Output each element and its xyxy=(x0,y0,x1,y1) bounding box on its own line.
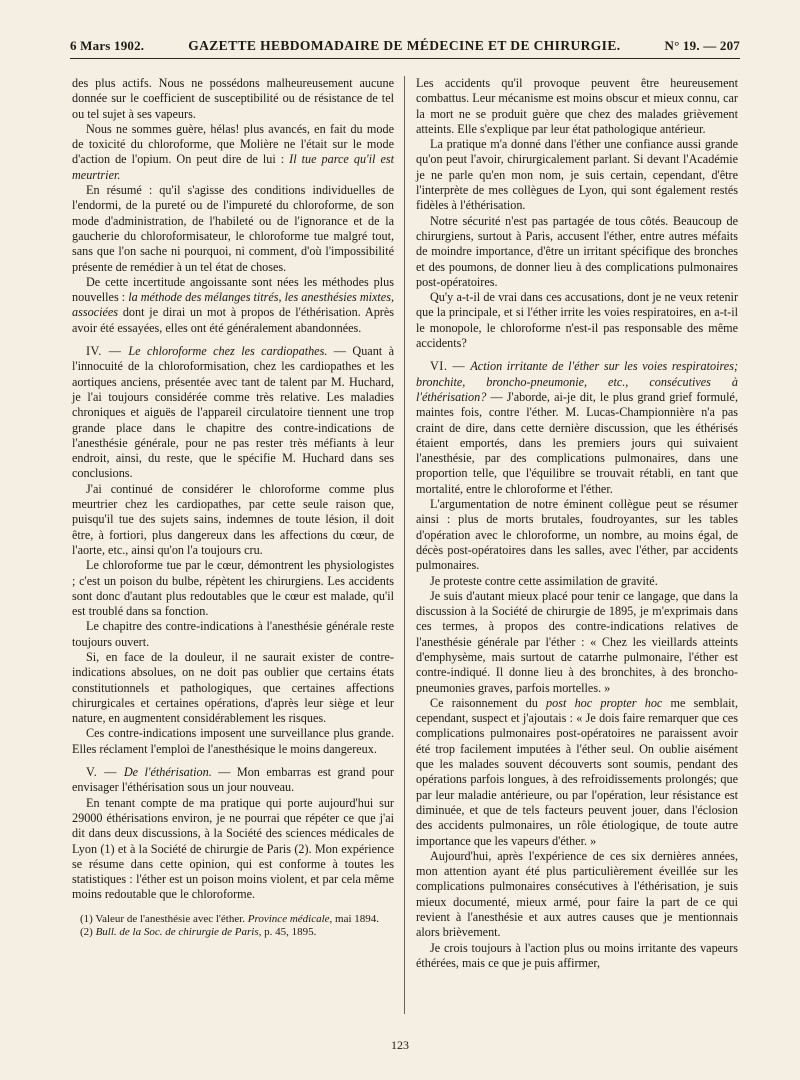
header-issue-number: N° 19. — 207 xyxy=(664,38,740,53)
section-iv: IV. — Le chloroforme chez les cardiopathes. — Quant à l'innocuité de la chloroformisation, chez les cardiopathes et les aortiques anciens, présentée avec tant de talent par M. Huchard, je l'ai toujours considérée comme très relative. Les maladies chroniques et aiguës de l'appareil circulatoire tiennent une trop grande place dans le chapitre des contre-indications de l'anesthésie générale, pour ne pas rester très méfiants à leur endroit, ainsi, du reste, que le spécifie M. Huchard dans ses conclusions. xyxy=(72,344,394,481)
paragraph: Le chloroforme tue par le cœur, démontrent les physiologistes ; c'est un poison du bulbe, répètent les chirurgiens. Les accidents sont donc d'autant plus redoutables que le cœur est malade, qu'il est troublé dans sa fonction. xyxy=(72,558,394,619)
page-number: 123 xyxy=(391,1038,409,1052)
paragraph: Le chapitre des contre-indications à l'anesthésie générale reste toujours ouvert. xyxy=(72,619,394,649)
paragraph: Je proteste contre cette assimilation de gravité. xyxy=(430,573,658,588)
paragraph: Aujourd'hui, après l'expérience de ces six dernières années, mon attention ayant été plus particulièrement éveillée sur les complications pulmonaires consécutives à l'éthérisation, je suis mieux documenté, mieux armé, pour faire la part de ce qui revient à l'anesthésie et aux autres causes que je mentionnais alors brièvement. xyxy=(416,848,738,940)
paragraph: Nous ne sommes guère, hélas! plus avancés, en fait du mode de toxicité du chloroforme, que Molière ne l'était sur le mode d'action de l'opium. On peut dire de lui : Il tue parce qu'il est meurtrier. xyxy=(72,121,394,182)
right-column xyxy=(416,76,738,971)
paragraph: Je suis d'autant mieux placé pour tenir ce langage, que dans la discussion à la Société de chirurgie de 1895, je m'exprimais dans ces termes, à propos des contre-indications relatives de l'anesthésie générale par l'éther : « Chez les vieillards atteints d'emphysème, mais surtout de catarrhe pulmonaire, l'éther est contre-indiqué. Il donne lieu à des bronchites, à des broncho-pneumonies graves, parfois mortelles. » xyxy=(416,588,738,695)
footnote-2: (2) Bull. de la Soc. de chirurgie de Paris, p. 45, 1895. xyxy=(80,926,317,939)
footnotes xyxy=(72,913,394,940)
paragraph: J'ai continué de considérer le chloroforme comme plus meurtrier chez les cardiopathes, par cette seule raison que, puisqu'il tue des sujets sains, indemnes de toute lésion, il doit être, à fortiori, plus dangereux dans les affections du cœur, de l'aorte, etc., ainsi qu'on l'a toujours cru. xyxy=(72,481,394,557)
paragraph: Je crois toujours à l'action plus ou moins irritante des vapeurs éthérées, mais ce que je puis affirmer, xyxy=(416,940,738,970)
section-title: Action irritante de l'éther sur les voies respiratoires; bronchite, broncho-pneumonie, etc., consécutives à l'éthérisation? xyxy=(416,359,738,404)
section-title: Le chloroforme chez les cardiopathes. xyxy=(128,344,328,359)
section-title: De l'éthérisation. xyxy=(123,765,212,780)
paragraph: De cette incertitude angoissante sont nées les méthodes plus nouvelles : la méthode des mélanges titrés, les anesthésies mixtes, associées dont je dirai un mot à propos de l'éthérisation. Après avoir été essayées, elles ont été généralement abandonnées. xyxy=(72,274,394,335)
section-v: V. — De l'éthérisation. — Mon embarras est grand pour envisager l'éthérisation sous un jour nouveau. xyxy=(72,765,394,795)
running-header xyxy=(70,38,740,59)
section-vi: VI. — Action irritante de l'éther sur les voies respiratoires; bronchite, broncho-pneumonie, etc., consécutives à l'éthérisation? — J'aborde, ai-je dit, le plus grand grief formulé, maintes fois, contre l'éther. M. Lucas-Championnière n'a pas craint de dire, dans cette dernière discussion, que les éthérisés étaient emportés, dans les premiers jours qui suivaient l'anesthésie, par des complications pulmonaires, dans une proportion telle, que l'équilibre se trouvait rétabli, en tant que mortalité, entre le chloroforme et l'éther. xyxy=(416,359,738,496)
paragraph: En résumé : qu'il s'agisse des conditions individuelles de l'endormi, de la pureté ou de l'impureté du chloroforme, de son mode d'administration, de l'habileté ou de l'ignorance et de la gaucherie du chloroformisateur, le chloroforme tue malgré tout, sans que l'on sache ni pourquoi, ni comment, d'où l'impossibilité présente de remédier à un tel état de choses. xyxy=(72,183,394,274)
footnote-1: (1) Valeur de l'anesthésie avec l'éther. Province médicale, mai 1894. xyxy=(80,912,380,925)
paragraph: Qu'y a-t-il de vrai dans ces accusations, dont je ne veux retenir que la principale, et si l'éther irrite les voies respiratoires, en a-t-il le monopole, le chloroforme n'est-il pas responsable des même accidents? xyxy=(416,290,738,351)
paragraph: L'argumentation de notre éminent collègue peut se résumer ainsi : plus de morts brutales, foudroyantes, sur les tables d'opération avec le chloroforme, un nombre, au moins égal, de décès post-opératoires dans les salles, avec l'éther, par accidents pulmonaires. xyxy=(416,497,738,573)
paragraph: En tenant compte de ma pratique qui porte aujourd'hui sur 29000 éthérisations environ, je ne pourrai que répéter ce que j'ai dit dans deux discussions, à la Société des sciences médicales de Lyon (1) et à la Société de chirurgie de Paris (2). Mon expérience se résume dans cette opinion, qui est conforme à toutes les statistiques : l'éther est un poison moins violent, et par cela même moins redoutable que le chloroforme. xyxy=(72,795,394,902)
header-journal-title: GAZETTE HEBDOMADAIRE DE MÉDECINE ET DE CHIRURGIE. xyxy=(188,38,621,53)
paragraph: La pratique m'a donné dans l'éther une confiance aussi grande qu'on peut l'avoir, chirurgicalement parlant. Si devant l'Académie je ne parle qu'en mon nom, je suis certain, cependant, d'être l'interprète de mes collègues de Lyon, qui sont également restés fidèles à l'éthérisation. xyxy=(416,137,738,213)
paragraph: Ce raisonnement du post hoc propter hoc me semblait, cependant, suspect et j'ajoutais : « Je dois faire remarquer que ces complications pulmonaires post-opératoires ne paraissent avoir été trop facilement imputées à l'éther seul. On oublie aisément que les malades souvent découverts sont soumis, pendant des opérations parfois longues, à des refroidissements prolongés; que par leur maladie antérieure, ou par l'opération, leur résistance est diminuée, et que de tels facteurs peuvent jouer, dans l'éclosion des accidents pulmonaires, un rôle étiologique, de toute autre importance que les vapeurs d'éther. » xyxy=(416,695,738,848)
header-date: 6 Mars 1902. xyxy=(70,38,145,53)
paragraph: Notre sécurité n'est pas partagée de tous côtés. Beaucoup de chirurgiens, surtout à Paris, accusent l'éther, entre autres méfaits de moindre importance, d'être un irritant spécifique des bronches et des poumons, de donner lieu à des complications pulmonaires post-opératoires. xyxy=(416,213,738,289)
paragraph: des plus actifs. Nous ne possédons malheureusement aucune donnée sur le coefficient de susceptibilité ou de résistance de tel ou tel sujet à ses vapeurs. xyxy=(72,76,394,121)
paragraph: Si, en face de la douleur, il ne saurait exister de contre-indications absolues, on ne doit pas oublier que certains états constitutionnels et pathologiques, que certaines affections chirurgicales et certaines opérations, d'après leur siège et leur nature, en augmentent considérablement les risques. xyxy=(72,649,394,726)
left-column xyxy=(72,76,394,940)
paragraph: Les accidents qu'il provoque peuvent être heureusement combattus. Leur mécanisme est moins obscur et mieux connu, car la mort ne se produit guère que chez des malades grièvement atteints. Elle s'explique par leur état pathologique antérieur. xyxy=(416,76,738,136)
paragraph: Ces contre-indications imposent une surveillance plus grande. Elles réclament l'emploi de l'anesthésique le moins dangereux. xyxy=(72,726,394,756)
column-divider xyxy=(404,76,405,1014)
